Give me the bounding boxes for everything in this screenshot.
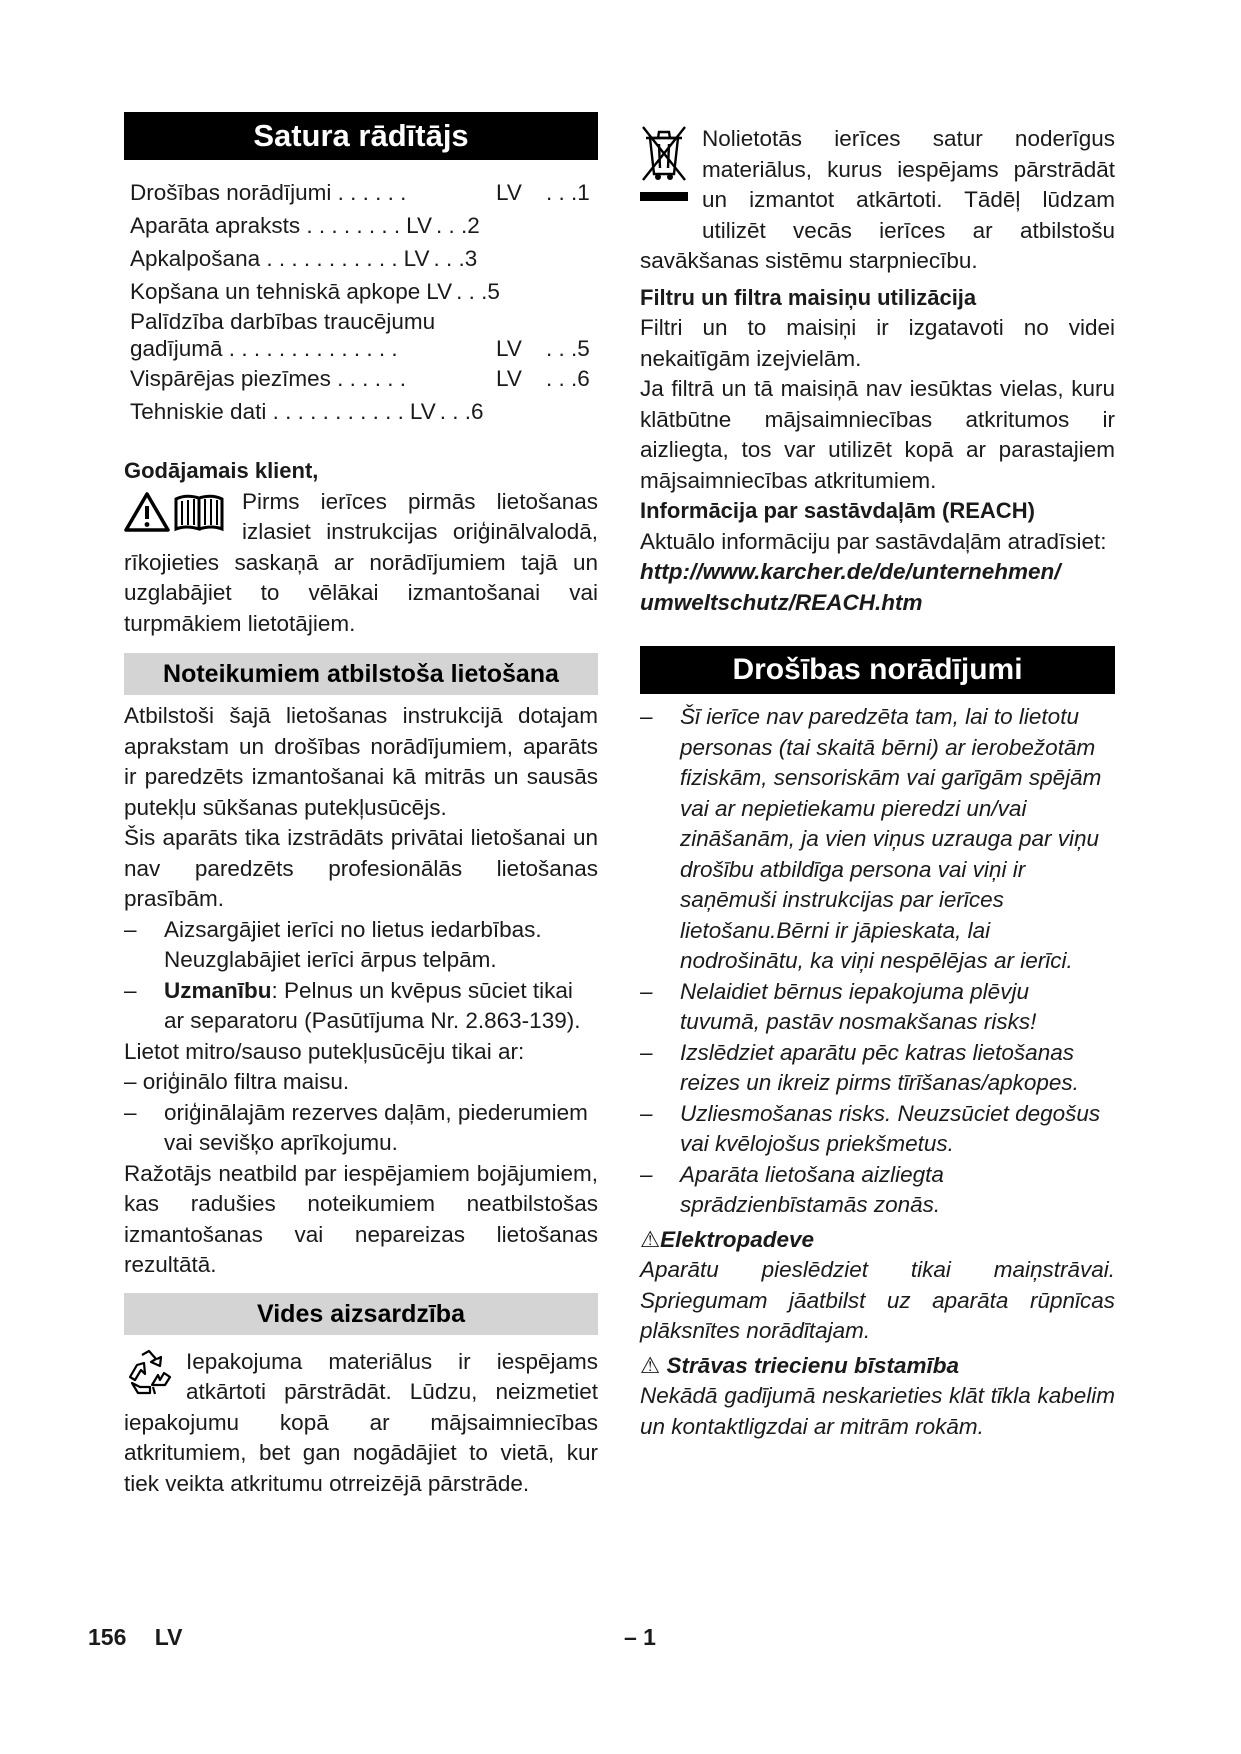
toc-title: Apkalpošana . . . . . . . . . . . [130, 246, 398, 271]
filter-p2: Ja filtrā un tā maisiņā nav iesūktas vielas, kuru klātbūtne mājsaimniecības atkritumos ir aizliegta, tos var utilizēt kopā ar parastajiem mājsaimniecības atkritumiem. [640, 376, 1115, 493]
toc-title: Drošības norādījumi . . . . . . [130, 180, 407, 205]
list-item-text: Uzliesmošanas risks. Neuzsūciet degošus vai kvēlojošus priekšmetus. [680, 1100, 1101, 1156]
list-item: – Aparāta lietošana aizliegta sprādzienbīstamās zonās. [640, 1160, 1115, 1221]
toc-page: . . .3 [433, 246, 478, 271]
greeting: Godājamais klient, [124, 458, 319, 483]
toc-title: Vispārējas piezīmes . . . . . . [130, 366, 406, 391]
toc-row[interactable] [130, 176, 590, 209]
reach-link[interactable] [640, 557, 1115, 618]
electric-supply-heading: ⚠Elektropadeve [640, 1226, 814, 1252]
toc-title-cont: gadījumā . . . . . . . . . . . . . . [130, 336, 398, 361]
warning-icon: ⚠ [640, 1352, 661, 1378]
list-item: – Aizsargājiet ierīci no lietus iedarbības. Neuzglabājiet ierīci ārpus telpām. [124, 915, 598, 976]
left-column [124, 112, 598, 1499]
reach-text: Aktuālo informāciju par sastāvdaļām atradīsiet: [640, 528, 1107, 554]
filter-p1: Filtri un to maisiņi ir izgatavoti no videi nekaitīgām izejvielām. [640, 315, 1115, 371]
environment-text: Iepakojuma materiālus ir iespējams atkārtoti pārstrādāt. Lūdzu, neizmetiet iepakojumu kopā ar mājsaimniecības atkritumiem, bet gan nogādājiet to vietā, kur tiek veikta atkritumu otrreizējā pārstrāde. [124, 1348, 598, 1496]
warning-manual-icon [124, 491, 230, 542]
electric-supply-text: Aparātu pieslēdziet tikai maiņstrāvai. Spriegumam jāatbilst uz aparāta rūpnīcas plāksnītes norādītajam. [640, 1257, 1115, 1343]
reach-link-line1[interactable]: http://www.karcher.de/de/unternehmen/ [640, 559, 1061, 584]
list-item: – Šī ierīce nav paredzēta tam, lai to lietotu personas (tai skaitā bērni) ar ierobežotām fiziskām, sensoriskām vai garīgām spējām vai ar nepietiekamu pieredzi un/vai zināšanām, ja vien viņus uzrauga par viņu drošību atbildīga persona vai viņi ir saņēmuši instrukcijas par ierīces lietošanu.Bērni ir jāpieskata, lai nodrošinātu, ka viņi nespēlējas ar ierīci. [640, 702, 1115, 977]
safety-heading: Drošības norādījumi [640, 646, 1115, 694]
toc-heading: Satura rādītājs [124, 112, 598, 160]
toc-lang: LV [496, 180, 522, 205]
list-item-text: Aizsargājiet ierīci no lietus iedarbības. Neuzglabājiet ierīci ārpus telpām. [164, 916, 542, 972]
recycling-icon [124, 1349, 174, 1406]
list-item: – Izslēdziet aparātu pēc katras lietošanas reizes un ikreiz pirms tīrīšanas/apkopes. [640, 1038, 1115, 1099]
toc-title: Palīdzība darbības traucējumu [130, 309, 436, 334]
list-item: – Uzliesmošanas risks. Neuzsūciet degošus vai kvēlojošus priekšmetus. [640, 1099, 1115, 1160]
toc-title: Kopšana un tehniskā apkope [130, 279, 421, 304]
toc-page: . . .1 [546, 180, 590, 205]
crossed-bin-icon [640, 124, 688, 217]
section-page-number: – 1 [624, 1624, 656, 1650]
list-item-text: Izslēdziet aparātu pēc katras lietošanas reizes un ikreiz pirms tīrīšanas/apkopes. [680, 1039, 1079, 1095]
safety-list [640, 702, 1115, 1221]
list-item-text: Šī ierīce nav paredzēta tam, lai to lietotu personas (tai skaitā bērni) ar ierobežotām fiziskām, sensoriskām vai garīgām spējām vai ar nepietiekamu pieredzi un/vai zināšanām, ja vien viņus uzrauga par viņu drošību atbildīga persona vai viņi ir saņēmuši instrukcijas par ierīces lietošanu.Bērni ir jāpieskata, lai nodrošinātu, ka viņi nespēlējas ar ierīci. [680, 704, 1102, 973]
list-item-text: Aparāta lietošana aizliegta sprādzienbīstamās zonās. [680, 1161, 944, 1217]
toc-row[interactable] [130, 308, 590, 362]
weee-block [640, 124, 1115, 277]
list-item: – Uzmanību: Pelnus un kvēpus sūciet tikai ar separatoru (Pasūtījuma Nr. 2.863-139). [124, 977, 581, 1033]
toc-lang: LV [496, 366, 522, 391]
intended-use-p4: – oriģinālo filtra maisu. [124, 1069, 350, 1094]
toc-row[interactable] [130, 395, 586, 428]
intended-use-p1: Atbilstoši šajā lietošanas instrukcijā dotajam aprakstam un drošības norādījumiem, aparāts ir paredzēts izmantošanai kā mitrās un sausās putekļu sūkšanas putekļusūcējs. [124, 703, 598, 820]
footer-page-info [88, 1622, 182, 1653]
toc-row[interactable] [130, 209, 586, 242]
list-item-text: : Pelnus un kvēpus sūciet tikai ar separatoru (Pasūtījuma Nr. 2.863-139). [164, 977, 581, 1033]
toc-page: . . .5 [456, 279, 500, 304]
weee-text: Nolietotās ierīces satur noderīgus materiālus, kurus iespējams pārstrādāt un izmantot atkārtoti. Tādēļ lūdzam utilizēt vecās ierīces ar atbilstošu savākšanas sistēmu starpniecību. [640, 126, 1115, 273]
table-of-contents [130, 176, 590, 428]
toc-lang: LV [496, 336, 522, 361]
intro-text: Pirms ierīces pirmās lietošanas izlasiet instrukcijas oriģinālvalodā, rīkojieties saskaņā ar norādījumiem tajā un uzglabājiet to vēlākai izmantošanai vai turpmākiem lietotājiem. [124, 488, 598, 636]
intended-use-p2: Šis aparāts tika izstrādāts privātai lietošanai un nav paredzēts profesionālās lietošanas prasībām. [124, 825, 598, 911]
filter-disposal-heading: Filtru un filtra maisiņu utilizācija [640, 284, 977, 310]
footer-lang: LV [154, 1624, 183, 1650]
reach-heading: Informācija par sastāvdaļām (REACH) [640, 498, 1035, 523]
toc-title: Tehniskie dati . . . . . . . . . . . [130, 399, 404, 424]
shock-hazard-heading: ⚠ Strāvas triecienu bīstamība [640, 1352, 960, 1378]
toc-title: Aparāta apraksts . . . . . . . . [130, 213, 401, 238]
right-column [640, 124, 1115, 1442]
intended-use-p5: Ražotājs neatbild par iespējamiem bojājumiem, kas radušies noteikumiem neatbilstošas izmantošanas vai nepareizas lietošanas rezultātā. [124, 1160, 598, 1277]
list-item: – Nelaidiet bērnus iepakojuma plēvju tuvumā, pastāv nosmakšanas risks! [640, 977, 1115, 1038]
toc-row[interactable] [130, 242, 586, 275]
attention-label: Uzmanību [164, 977, 272, 1003]
toc-lang: LV [403, 246, 430, 271]
list-item-text: Nelaidiet bērnus iepakojuma plēvju tuvumā, pastāv nosmakšanas risks! [680, 978, 1037, 1034]
intended-use-p3: Lietot mitro/sauso putekļusūcēju tikai ar: [124, 1038, 525, 1064]
toc-page: . . .6 [439, 399, 484, 424]
list-item: – oriģinālajām rezerves daļām, piederumiem vai sevišķo aprīkojumu. [124, 1098, 598, 1159]
toc-page: . . .5 [546, 336, 590, 361]
toc-lang: LV [406, 213, 432, 238]
shock-hazard-text: Nekādā gadījumā neskarieties klāt tīkla kabelim un kontaktligzdai ar mitrām rokām. [640, 1383, 1115, 1439]
reach-link-line2[interactable]: umweltschutz/REACH.htm [640, 589, 923, 615]
toc-lang: LV [426, 279, 453, 304]
toc-page: . . .2 [435, 213, 480, 238]
list-item-text: oriģinālajām rezerves daļām, piederumiem vai sevišķo aprīkojumu. [164, 1099, 588, 1155]
warning-icon: ⚠ [640, 1226, 661, 1252]
toc-row[interactable] [130, 275, 586, 308]
toc-page: . . .6 [546, 366, 590, 391]
environment-block [124, 1347, 598, 1500]
environment-heading: Vides aizsardzība [124, 1293, 598, 1335]
intro-block [124, 487, 598, 640]
intended-use-heading: Noteikumiem atbilstoša lietošana [124, 653, 598, 695]
toc-lang: LV [409, 399, 436, 424]
page-number: 156 [88, 1624, 127, 1650]
toc-row[interactable] [130, 362, 590, 395]
